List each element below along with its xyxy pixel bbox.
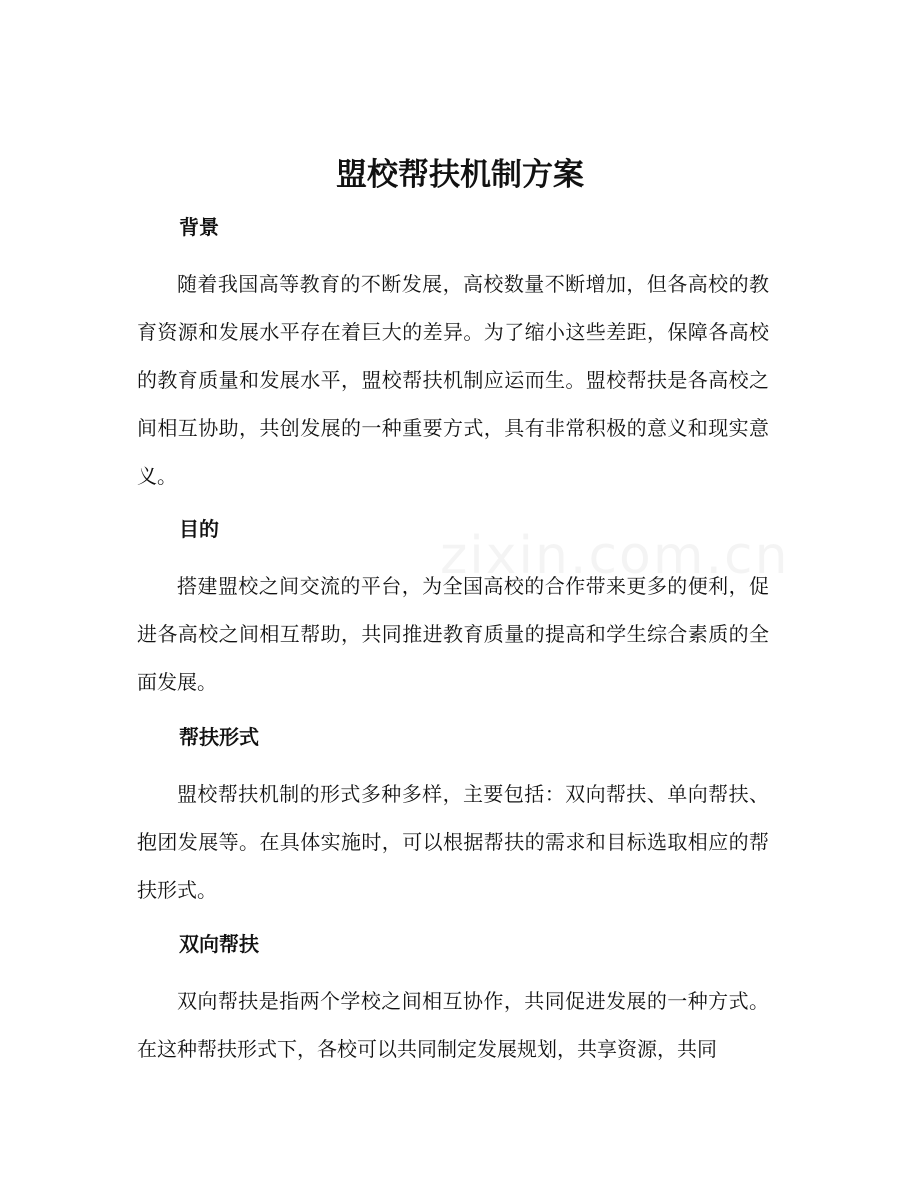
section-paragraph-purpose: 搭建盟校之间交流的平台，为全国高校的合作带来更多的便利，促进各高校之间相互帮助，共同推进教育质量的提高和学生综合素质的全面发展。 [137,574,769,694]
section-paragraph-background: 随着我国高等教育的不断发展，高校数量不断增加，但各高校的教育资源和发展水平存在着巨大的差异。为了缩小这些差距，保障各高校的教育质量和发展水平，盟校帮扶机制应运而生。盟校帮扶是各高校之间相互协助，共创发展的一种重要方式，具有非常积极的意义和现实意义。 [137,272,769,488]
section-heading-forms: 帮扶形式 [179,725,259,749]
section-paragraph-two-way: 双向帮扶是指两个学校之间相互协作，共同促进发展的一种方式。在这种帮扶形式下，各校可以共同制定发展规划，共享资源，共同 [137,989,769,1061]
section-heading-background: 背景 [179,215,219,239]
document-title: 盟校帮扶机制方案 [336,157,584,193]
section-heading-purpose: 目的 [179,517,219,541]
section-heading-two-way: 双向帮扶 [179,932,259,956]
section-paragraph-forms: 盟校帮扶机制的形式多种多样，主要包括：双向帮扶、单向帮扶、抱团发展等。在具体实施时，可以根据帮扶的需求和目标选取相应的帮扶形式。 [137,782,769,902]
